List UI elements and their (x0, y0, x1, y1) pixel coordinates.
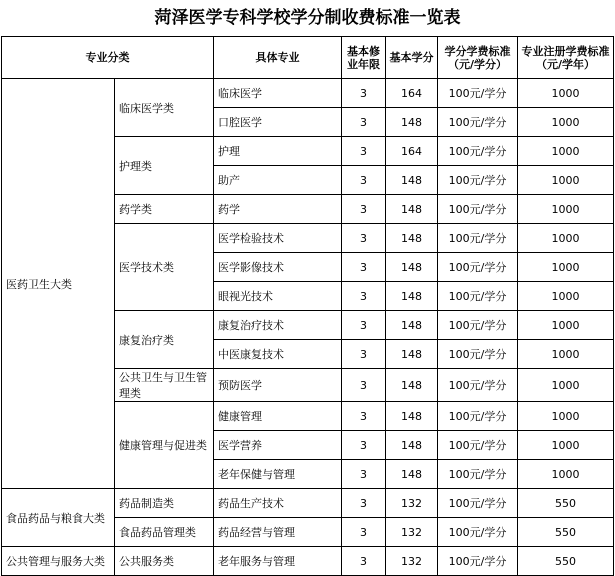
major-cell: 医学检验技术 (214, 224, 342, 253)
cat2-pharmacy: 药学类 (115, 195, 214, 224)
years-cell: 3 (342, 282, 386, 311)
reg-fee-cell: 550 (518, 489, 614, 518)
cat2-food-mgmt: 食品药品管理类 (115, 518, 214, 547)
years-cell: 3 (342, 166, 386, 195)
credits-cell: 132 (386, 547, 438, 576)
credits-cell: 148 (386, 253, 438, 282)
reg-fee-cell: 1000 (518, 282, 614, 311)
table-row (2, 547, 614, 576)
major-cell: 药品生产技术 (214, 489, 342, 518)
cat1-public: 公共管理与服务大类 (2, 547, 115, 576)
major-cell: 眼视光技术 (214, 282, 342, 311)
years-cell: 3 (342, 108, 386, 137)
major-cell: 临床医学 (214, 79, 342, 108)
credits-cell: 164 (386, 137, 438, 166)
header-row (2, 37, 614, 79)
reg-fee-cell: 1000 (518, 340, 614, 369)
credits-cell: 148 (386, 224, 438, 253)
table-row (2, 489, 614, 518)
credit-fee-cell: 100元/学分 (438, 166, 518, 195)
credit-fee-cell: 100元/学分 (438, 137, 518, 166)
major-cell: 助产 (214, 166, 342, 195)
reg-fee-cell: 550 (518, 518, 614, 547)
credit-fee-cell: 100元/学分 (438, 369, 518, 402)
reg-fee-cell: 1000 (518, 253, 614, 282)
major-cell: 医学营养 (214, 431, 342, 460)
reg-fee-cell: 1000 (518, 431, 614, 460)
credit-fee-cell: 100元/学分 (438, 253, 518, 282)
header-credits: 基本学分 (386, 37, 438, 79)
major-cell: 预防医学 (214, 369, 342, 402)
major-cell: 护理 (214, 137, 342, 166)
header-reg-fee: 专业注册学费标准（元/学年） (518, 37, 614, 79)
cat2-health-mgmt: 健康管理与促进类 (115, 402, 214, 489)
reg-fee-cell: 1000 (518, 402, 614, 431)
reg-fee-cell: 1000 (518, 224, 614, 253)
years-cell: 3 (342, 224, 386, 253)
credits-cell: 148 (386, 108, 438, 137)
fee-table (1, 36, 614, 576)
credit-fee-cell: 100元/学分 (438, 402, 518, 431)
cat2-drug-mfg: 药品制造类 (115, 489, 214, 518)
credit-fee-cell: 100元/学分 (438, 547, 518, 576)
major-cell: 老年保健与管理 (214, 460, 342, 489)
reg-fee-cell: 1000 (518, 137, 614, 166)
cat2-service: 公共服务类 (115, 547, 214, 576)
years-cell: 3 (342, 402, 386, 431)
major-cell: 药学 (214, 195, 342, 224)
reg-fee-cell: 1000 (518, 311, 614, 340)
credit-fee-cell: 100元/学分 (438, 340, 518, 369)
years-cell: 3 (342, 547, 386, 576)
cat2-nursing: 护理类 (115, 137, 214, 195)
years-cell: 3 (342, 253, 386, 282)
header-major: 具体专业 (214, 37, 342, 79)
major-cell: 药品经营与管理 (214, 518, 342, 547)
credit-fee-cell: 100元/学分 (438, 79, 518, 108)
credit-fee-cell: 100元/学分 (438, 224, 518, 253)
credits-cell: 148 (386, 195, 438, 224)
years-cell: 3 (342, 195, 386, 224)
credits-cell: 148 (386, 311, 438, 340)
major-cell: 健康管理 (214, 402, 342, 431)
credits-cell: 148 (386, 369, 438, 402)
credit-fee-cell: 100元/学分 (438, 311, 518, 340)
years-cell: 3 (342, 79, 386, 108)
page-title: 菏泽医学专科学校学分制收费标准一览表 (154, 8, 461, 28)
major-cell: 医学影像技术 (214, 253, 342, 282)
reg-fee-cell: 1000 (518, 369, 614, 402)
cat2-clinical: 临床医学类 (115, 79, 214, 137)
credit-fee-cell: 100元/学分 (438, 195, 518, 224)
years-cell: 3 (342, 311, 386, 340)
reg-fee-cell: 1000 (518, 195, 614, 224)
reg-fee-cell: 1000 (518, 79, 614, 108)
header-credit-fee: 学分学费标准（元/学分） (438, 37, 518, 79)
credit-fee-cell: 100元/学分 (438, 282, 518, 311)
credits-cell: 148 (386, 460, 438, 489)
years-cell: 3 (342, 518, 386, 547)
credits-cell: 132 (386, 518, 438, 547)
reg-fee-cell: 1000 (518, 166, 614, 195)
credit-fee-cell: 100元/学分 (438, 518, 518, 547)
header-years: 基本修业年限 (342, 37, 386, 79)
reg-fee-cell: 1000 (518, 108, 614, 137)
cat1-medical: 医药卫生大类 (2, 79, 115, 489)
years-cell: 3 (342, 340, 386, 369)
credit-fee-cell: 100元/学分 (438, 431, 518, 460)
years-cell: 3 (342, 431, 386, 460)
credits-cell: 148 (386, 402, 438, 431)
credit-fee-cell: 100元/学分 (438, 489, 518, 518)
credit-fee-cell: 100元/学分 (438, 108, 518, 137)
credits-cell: 164 (386, 79, 438, 108)
header-category: 专业分类 (2, 37, 214, 79)
cat1-food: 食品药品与粮食大类 (2, 489, 115, 547)
cat2-rehab: 康复治疗类 (115, 311, 214, 369)
cat2-public-health: 公共卫生与卫生管理类 (115, 369, 214, 402)
credits-cell: 148 (386, 282, 438, 311)
credits-cell: 132 (386, 489, 438, 518)
credits-cell: 148 (386, 431, 438, 460)
major-cell: 康复治疗技术 (214, 311, 342, 340)
credits-cell: 148 (386, 166, 438, 195)
years-cell: 3 (342, 460, 386, 489)
credits-cell: 148 (386, 340, 438, 369)
years-cell: 3 (342, 369, 386, 402)
credit-fee-cell: 100元/学分 (438, 460, 518, 489)
table-row (2, 79, 614, 108)
cat2-medtech: 医学技术类 (115, 224, 214, 311)
major-cell: 老年服务与管理 (214, 547, 342, 576)
years-cell: 3 (342, 137, 386, 166)
major-cell: 中医康复技术 (214, 340, 342, 369)
reg-fee-cell: 550 (518, 547, 614, 576)
major-cell: 口腔医学 (214, 108, 342, 137)
reg-fee-cell: 1000 (518, 460, 614, 489)
years-cell: 3 (342, 489, 386, 518)
